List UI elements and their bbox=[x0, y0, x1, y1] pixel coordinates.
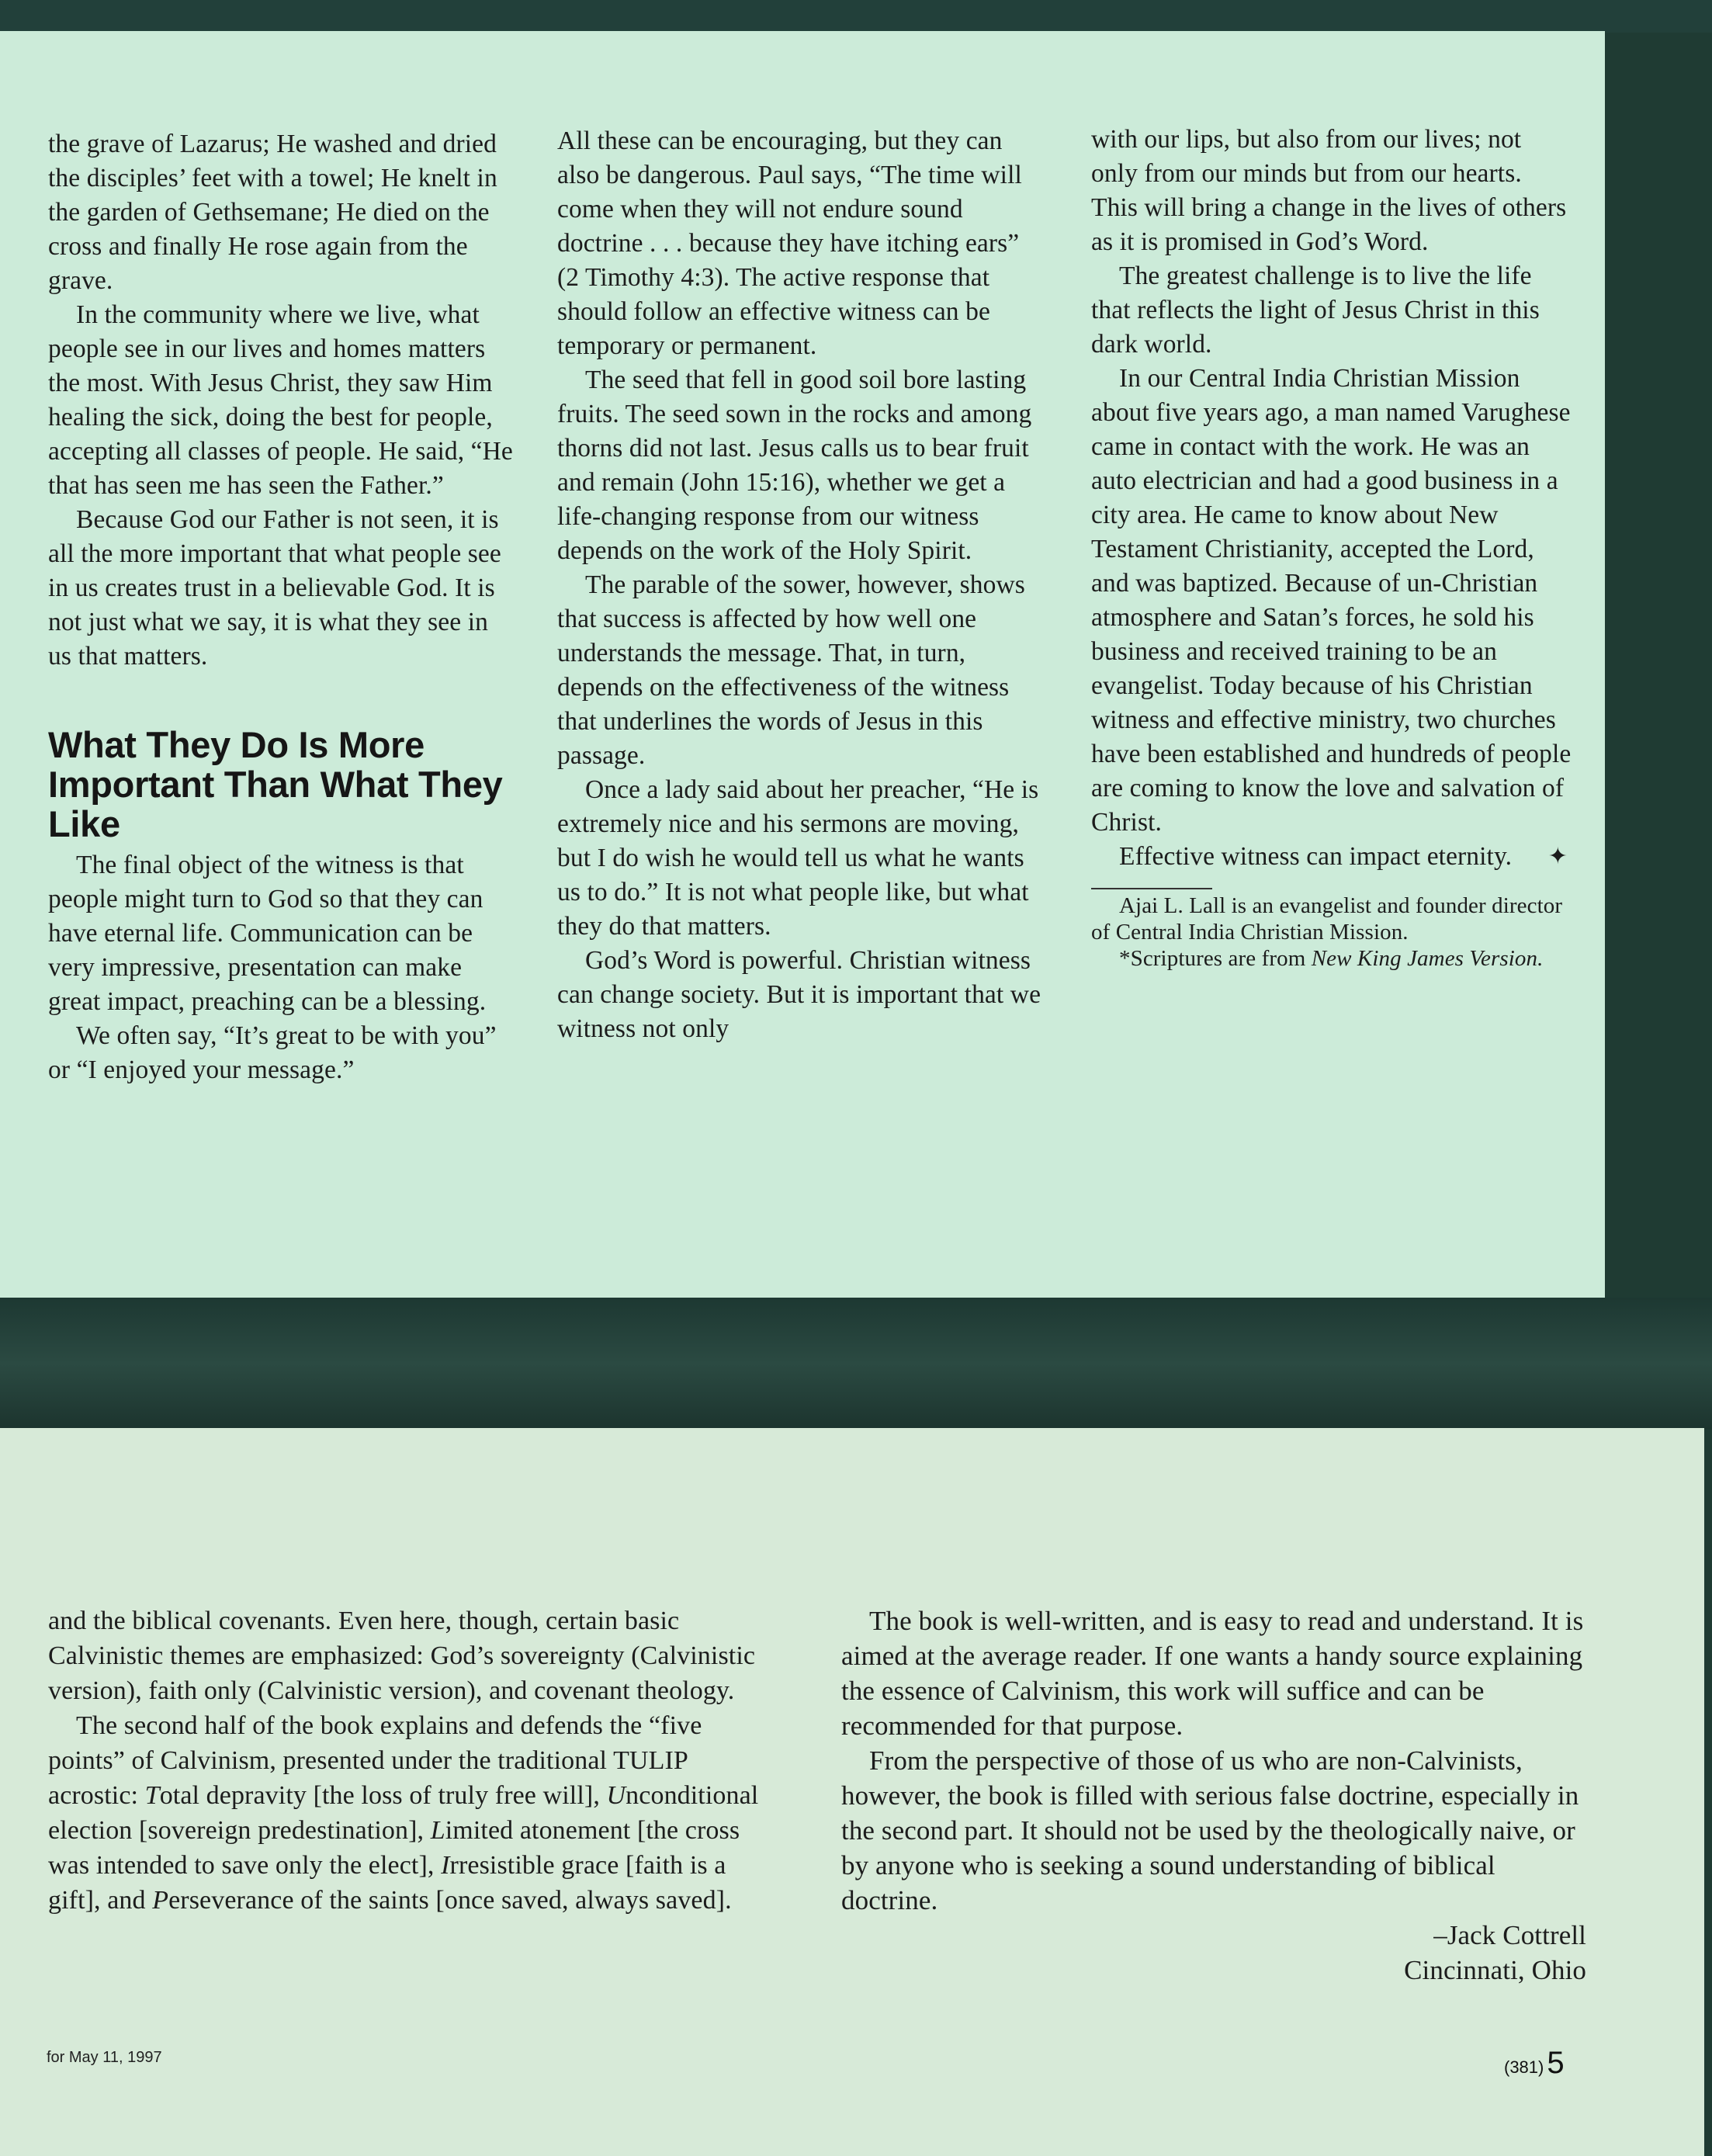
review-panel bbox=[0, 1428, 1704, 2156]
paragraph: The final object of the witness is that people might turn to God so that they can have eternal life. Communication can be very impressive, presentation can make great impact, preaching can be a blessing. bbox=[48, 851, 487, 1016]
top-dark-edge bbox=[0, 0, 1712, 33]
reviewer-location: Cincinnati, Ohio bbox=[1404, 1955, 1586, 1985]
text-run: erseverance of the saints [once saved, always saved]. bbox=[168, 1886, 732, 1915]
reviewer-name: –Jack Cottrell bbox=[1433, 1920, 1586, 1950]
page-number-block bbox=[1504, 2046, 1565, 2081]
paragraph: Because God our Father is not seen, it is all the more important that what people see in us creates trust in a believable God. It is not just what we say, it is what they see in us that matters. bbox=[48, 505, 501, 671]
page-gap-band bbox=[0, 1298, 1712, 1430]
paragraph bbox=[48, 1708, 762, 1918]
article-panel bbox=[0, 31, 1605, 1298]
article-column-1 bbox=[48, 127, 514, 1087]
scripture-note bbox=[1091, 945, 1572, 972]
paragraph: with our lips, but also from our lives; not only from our minds but from our hearts. This will bring a change in the lives of others as it is promised in God’s Word. bbox=[1091, 125, 1567, 256]
tulip-letter: L bbox=[430, 1816, 445, 1845]
tulip-letter: P bbox=[152, 1886, 169, 1915]
text-run: The second half of the book explains and defends the “five points” of Calvinism, presented under the traditional TULIP acrostic: bbox=[48, 1711, 702, 1810]
paragraph-text: Effective witness can impact eternity. bbox=[1119, 842, 1513, 871]
review-column-1 bbox=[48, 1603, 762, 1918]
text-run: imited atonement [the cross was intended to save only the elect], bbox=[48, 1816, 740, 1880]
bio-divider bbox=[1091, 888, 1212, 889]
paragraph: The parable of the sower, however, shows that success is affected by how well one understands the message. That, in turn, depends on the effectiveness of the witness that underlines the words of Jesus in this passage. bbox=[557, 570, 1025, 770]
paragraph: and the biblical covenants. Even here, though, certain basic Calvinistic themes are emphasized: God’s sovereignty (Calvinistic version), faith only (Calvinistic version), and covenant theology. bbox=[48, 1607, 756, 1705]
paragraph: Once a lady said about her preacher, “He is extremely nice and his sermons are moving, but I do wish he would tell us what he wants us to do.” It is not what people like, but what they do that matters. bbox=[557, 775, 1039, 941]
review-column-2 bbox=[841, 1603, 1586, 1988]
tulip-letter: U bbox=[606, 1781, 626, 1810]
note-text: *Scriptures are from bbox=[1119, 946, 1312, 971]
author-bio bbox=[1091, 893, 1572, 972]
page-code: (381) bbox=[1504, 2057, 1544, 2077]
paragraph: The greatest challenge is to live the life that reflects the light of Jesus Christ in this dark world. bbox=[1091, 262, 1540, 359]
paragraph: The book is well-written, and is easy to read and understand. It is aimed at the average reader. If one wants a handy source explaining the essence of Calvinism, this work will suffice and can be recommended for that purpose. bbox=[841, 1606, 1584, 1741]
paragraph: From the perspective of those of us who are non-Calvinists, however, the book is filled with serious false doctrine, especially in the second part. It should not be used by the theologically naive, or by anyone who is seeking a sound understanding of biblical doctrine. bbox=[841, 1745, 1579, 1915]
page-number: 5 bbox=[1547, 2046, 1565, 2080]
paragraph: In the community where we live, what people see in our lives and homes matters the most. With Jesus Christ, they saw Him healing the sick, doing the best for people, accepting all classes of people. He said, “He that has seen me has seen the Father.” bbox=[48, 300, 513, 500]
text-run: nconditional election [sovereign predestination], bbox=[48, 1781, 759, 1845]
end-mark-icon: ✦ bbox=[1547, 844, 1568, 869]
text-run: otal depravity [the loss of truly free will], bbox=[159, 1781, 607, 1810]
closing-paragraph bbox=[1091, 840, 1572, 874]
note-version: New King James Version. bbox=[1311, 946, 1544, 971]
paragraph: God’s Word is powerful. Christian witness can change society. But it is important that we witness not only bbox=[557, 946, 1041, 1043]
paragraph: the grave of Lazarus; He washed and dried the disciples’ feet with a towel; He knelt in the garden of Gethsemane; He died on the cross and finally He rose again from the grave. bbox=[48, 130, 497, 295]
article-column-3 bbox=[1091, 123, 1572, 972]
tulip-letter: T bbox=[144, 1781, 160, 1810]
bio-text: Ajai L. Lall is an evangelist and founder director of Central India Christian Mission. bbox=[1091, 893, 1563, 945]
issue-date: for May 11, 1997 bbox=[47, 2049, 162, 2066]
article-column-2 bbox=[557, 124, 1046, 1046]
paragraph: In our Central India Christian Mission about five years ago, a man named Varughese came in contact with the work. He was an auto electrician and had a good business in a city area. He came to know about New Testament Christianity, accepted the Lord, and was baptized. Because of un-Christian atmosphere and Satan’s forces, he sold his business and received training to be an evangelist. Today because of his Christian witness and effective ministry, two churches have been established and hundreds of people are coming to know the love and salvation of Christ. bbox=[1091, 364, 1572, 837]
paragraph: We often say, “It’s great to be with you” or “I enjoyed your message.” bbox=[48, 1021, 497, 1084]
paragraph: All these can be encouraging, but they can also be dangerous. Paul says, “The time will come when they will not endure sound doctrine . . . because they have itching ears” (2 Timothy 4:3). The active response that should follow an effective witness can be temporary or permanent. bbox=[557, 127, 1022, 360]
tulip-letter: I bbox=[441, 1851, 450, 1880]
section-heading: What They Do Is More Important Than What They Like bbox=[48, 724, 503, 844]
text-run: rresistible grace [faith is a gift], and bbox=[48, 1851, 726, 1915]
paragraph: The seed that fell in good soil bore lasting fruits. The seed sown in the rocks and among thorns did not last. Jesus calls us to bear fruit and remain (John 15:16), whether we get a life-changing response from our witness depends on the work of the Holy Spirit. bbox=[557, 366, 1032, 565]
